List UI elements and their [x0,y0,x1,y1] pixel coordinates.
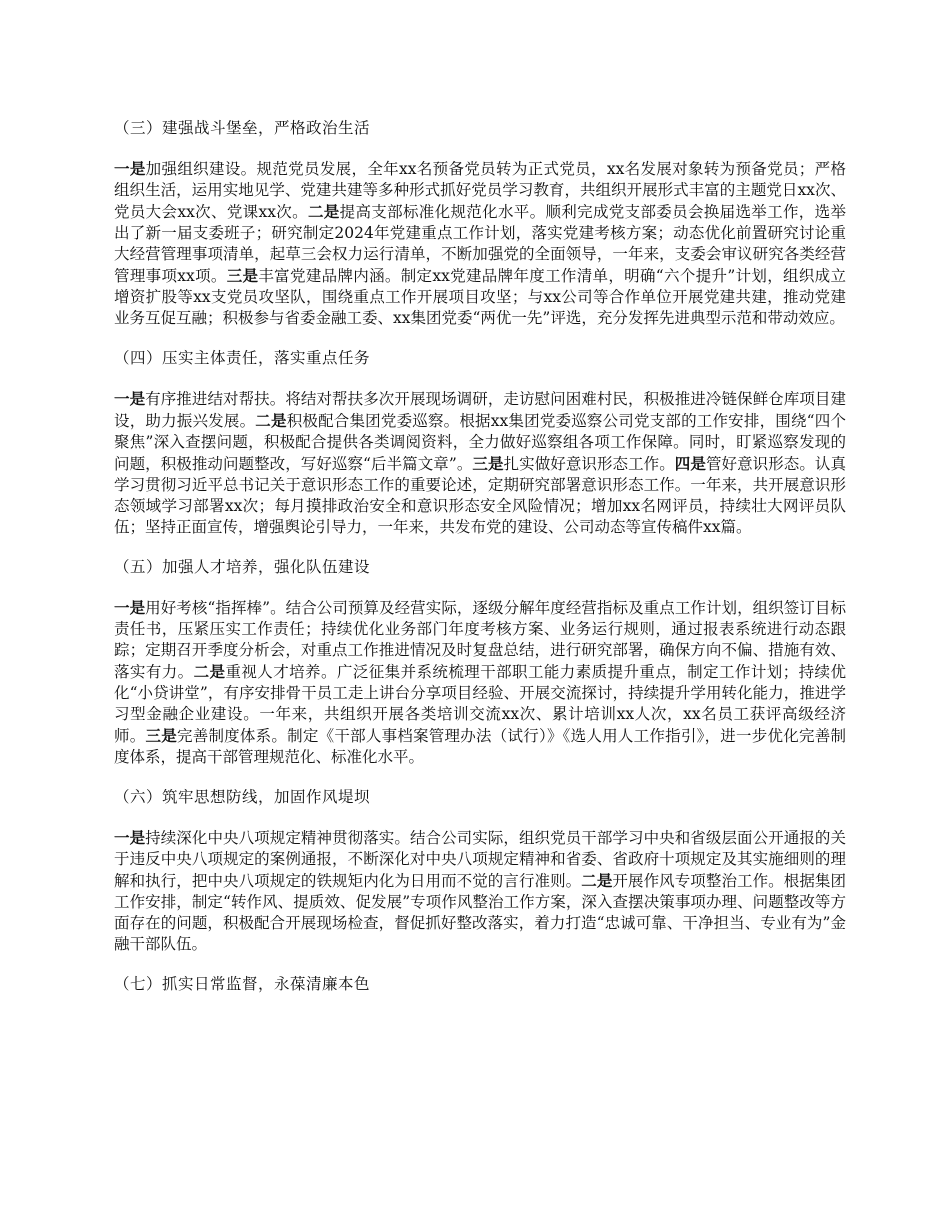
keyword-three: 三是 [145,726,177,745]
keyword-one: 一是 [114,159,146,178]
paragraph-text: 持续深化中央八项规定精神贯彻落实。结合公司实际，组织党员干部学习中央和省级层面公开通报的关于违反中央八项规定的案例通报，不断深化对中央八项规定精神和省委、省政府十项规定及其实施细则的理解和执行，把中央八项规定的铁规矩内化为日用而不觉的言行准则。 [114,829,846,890]
section-paragraph-5 [114,597,846,768]
paragraph-text: 丰富党建品牌内涵。制定xx党建品牌年度工作清单，明确“六个提升”计划，组织成立增资扩股等xx支党员攻坚队，围绕重点工作开展项目攻坚；与xx公司等合作单位开展党建共建，推动党建业务互促互融；积极参与省委金融工委、xx集团党委“两优一先”评选，充分发挥先进典型示范和带动效应。 [114,267,846,327]
keyword-two: 二是 [255,411,287,430]
section-paragraph-3 [114,158,846,329]
section-heading-7: （七）抓实日常监督，永葆清廉本色 [114,975,371,993]
paragraph-text: 有序推进结对帮扶。将结对帮扶多次开展现场调研，走访慰问困难村民，积极推进冷链保鲜仓库项目建设，助力振兴发展。 [114,390,846,430]
keyword-one: 一是 [114,389,146,408]
paragraph-text: 扎实做好意识形态工作。 [503,455,675,473]
section-heading-3: （三）建强战斗堡垒，严格政治生活 [114,119,371,137]
paragraph-text: 开展作风专项整治工作。根据集团工作安排，制定“转作风、提质效、促发展”专项作风整治工作方案，深入查摆决策事项办理、问题整改等方面存在的问题，积极配合开展现场检查，督促抓好整改落实，着力打造“忠诚可靠、干净担当、专业有为”金融干部队伍。 [114,872,846,953]
paragraph-text: 用好考核“指挥棒”。结合公司预算及经营实际，逐级分解年度经营指标及重点工作计划，组织签订目标责任书，压紧压实工作责任；持续优化业务部门年度考核方案、业务运行规则，通过报表系统进行动态跟踪；定期召开季度分析会，对重点工作推进情况及时复盘总结，进行研究部署，确保方向不偏、措施有效、落实有力。 [114,599,846,681]
section-paragraph-4 [114,388,846,538]
keyword-three: 三是 [226,266,259,285]
section-heading-6: （六）筑牢思想防线，加固作风堤坝 [114,788,371,806]
section-heading-4: （四）压实主体责任，落实重点任务 [114,349,371,367]
keyword-two: 二是 [581,871,613,890]
keyword-three: 三是 [472,454,504,473]
section-heading-5: （五）加强人才培养，强化队伍建设 [114,558,371,576]
section-paragraph-6 [114,827,846,955]
keyword-one: 一是 [114,828,146,847]
keyword-four: 四是 [674,454,706,473]
paragraph-text: 管好意识形态。认真学习贯彻习近平总书记关于意识形态工作的重要论述，定期研究部署意识形态工作。一年来，共开展意识形态领域学习部署xx次；每月摸排政治安全和意识形态安全风险情况；增加xx名网评员，持续壮大网评员队伍；坚持正面宣传，增强舆论引导力，一年来，共发布党的建设、公司动态等宣传稿件xx篇。 [114,455,846,536]
paragraph-text: 积极配合集团党委巡察。根据xx集团党委巡察公司党支部的工作安排，围绕“四个聚焦”深入查摆问题，积极配合提供各类调阅资料，全力做好巡察组各项工作保障。同时，盯紧巡察发现的问题，积极推动问题整改，写好巡察“后半篇文章”。 [114,412,846,473]
paragraph-text: 完善制度体系。制定《干部人事档案管理办法（试行）》《选人用人工作指引》，进一步优化完善制度体系，提高干部管理规范化、标准化水平。 [114,727,846,766]
paragraph-text: 重视人才培养。广泛征集并系统梳理干部职工能力素质提升重点，制定工作计划；持续优化“小贷讲堂”，有序安排骨干员工走上讲台分享项目经验、开展交流探讨，持续提升学用转化能力，推进学习型金融企业建设。一年来，共组织开展各类培训交流xx次、累计培训xx人次，xx名员工获评高级经济师。 [114,663,846,745]
keyword-two: 二是 [193,662,226,681]
paragraph-text: 加强组织建设。规范党员发展，全年xx名预备党员转为正式党员，xx名发展对象转为预备党员；严格组织生活，运用实地见学、党建共建等多种形式抓好党员学习教育，共组织开展形式丰富的主题党日xx次、党员大会xx次、党课xx次。 [114,160,846,221]
keyword-one: 一是 [114,598,146,617]
paragraph-text: 提高支部标准化规范化水平。顺利完成党支部委员会换届选举工作，选举出了新一届支委班子；研究制定2024年党建重点工作计划，落实党建考核方案；动态优化前置研究讨论重大经营管理事项清单，起草三会权力运行清单，不断加强党的全面领导，一年来，支委会审议研究各类经营管理事项xx项。 [114,203,846,285]
keyword-two: 二是 [307,202,340,221]
